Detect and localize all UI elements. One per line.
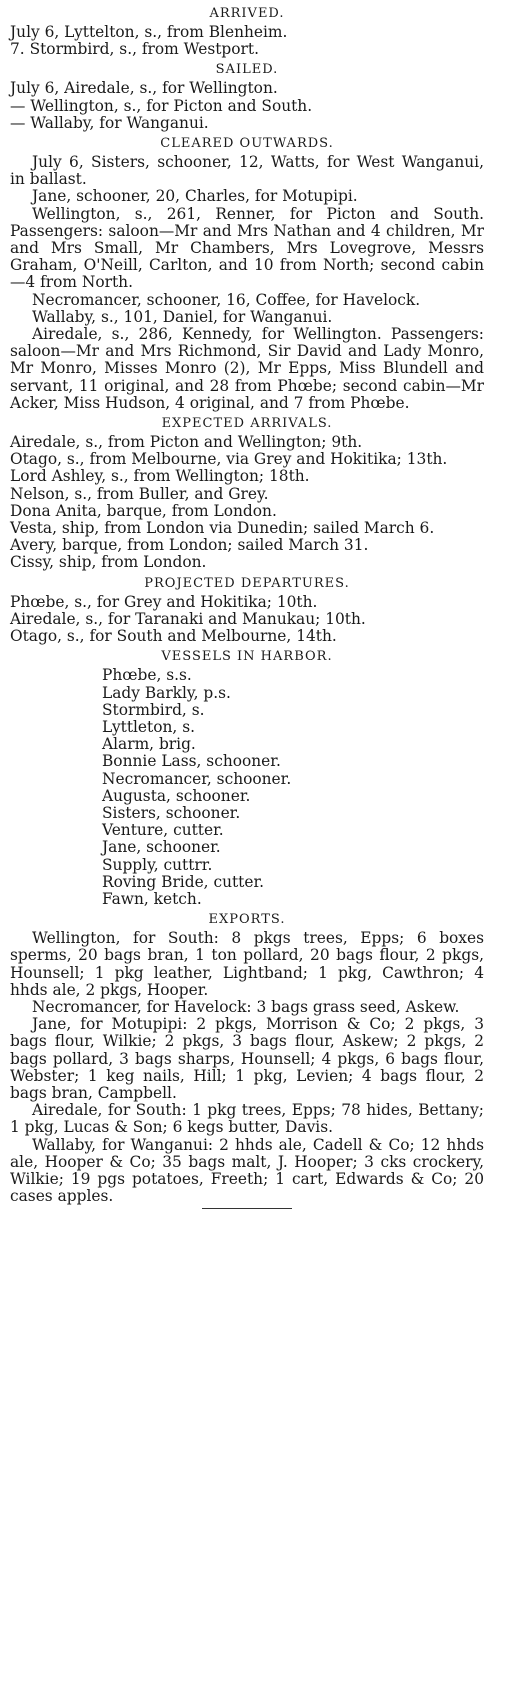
export-entry: Jane, for Motupipi: 2 pkgs, Morrison & Co; 2 pkgs, 3 bags flour, Wilkie; 2 pkgs, 3 bags flour, Askew; 2 pkgs, 2 bags pollard, 3 bags sharps, Hounsell; 4 pkgs, 6 bags flour, Webster; 1 keg nails, Hill; 1 pkg, Levien; 4 bags flour, 2 bags bran, Campbell. xyxy=(10,1015,484,1102)
export-entry: Wallaby, for Wanganui: 2 hhds ale, Cadell & Co; 12 hhds ale, Hooper & Co; 35 bags malt, J. Hooper; 3 cks crockery, Wilkie; 19 pgs potatoes, Freeth; 1 cart, Edwards & Co; 20 cases apples. xyxy=(10,1135,484,1206)
vessel-item: Lyttleton, s. xyxy=(102,717,195,736)
expected-arrival-item: Airedale, s., from Picton and Wellington; 9th. xyxy=(10,433,363,452)
vessel-item: Alarm, brig. xyxy=(102,735,196,754)
vessel-item: Sisters, schooner. xyxy=(102,803,241,822)
projected-departure-item: Phœbe, s., for Grey and Hokitika; 10th. xyxy=(10,592,318,611)
projected-departure-item: Otago, s., for South and Melbourne, 14th. xyxy=(10,627,337,646)
vessel-item: Fawn, ketch. xyxy=(102,889,202,908)
export-entry: Wellington, for South: 8 pkgs trees, Epps; 6 boxes sperms, 20 bags bran, 1 ton pollard, 20 bags flour, 2 pkgs, Hounsell; 1 pkg leather, Lightband; 1 pkg, Cawthron; 4 hhds ale, 2 pkgs, Hooper. xyxy=(10,929,484,999)
vessel-item: Venture, cutter. xyxy=(102,821,224,840)
projected-departure-item: Airedale, s., for Taranaki and Manukau; 10th. xyxy=(10,609,366,628)
vessel-item: Lady Barkly, p.s. xyxy=(102,683,231,702)
cleared-entry: Wallaby, s., 101, Daniel, for Wanganui. xyxy=(32,307,333,326)
vessel-item: Supply, cuttrr. xyxy=(102,855,213,874)
vessel-item: Roving Bride, cutter. xyxy=(102,872,265,891)
expected-arrival-item: Dona Anita, barque, from London. xyxy=(10,501,277,520)
vessels-in-harbor-heading: VESSELS IN HARBOR. xyxy=(161,649,333,665)
cleared-entry: Wellington, s., 261, Renner, for Picton and South. Passengers: saloon—Mr and Mrs Nathan and 4 children, Mr and Mrs Small, Mr Chambers, Mrs Lovegrove, Messrs Graham, O'Neill, Carlton, and 10 from North; second cabin—4 from North. xyxy=(10,204,484,292)
sailed-heading: SAILED. xyxy=(215,62,279,78)
cleared-entry: Jane, schooner, 20, Charles, for Motupipi. xyxy=(32,187,358,206)
expected-arrival-item: Nelson, s., from Buller, and Grey. xyxy=(10,484,269,503)
vessels-in-harbor-section xyxy=(10,648,484,908)
sailed-item: — Wellington, s., for Picton and South. xyxy=(10,96,313,115)
cleared-outwards-section xyxy=(10,135,484,412)
vessel-item: Stormbird, s. xyxy=(102,700,205,719)
cleared-entry: July 6, Sisters, schooner, 12, Watts, for West Wanganui, in ballast. xyxy=(10,153,484,189)
arrived-heading: ARRIVED. xyxy=(209,6,285,21)
exports-section xyxy=(10,911,484,1205)
export-entry: Necromancer, for Havelock: 3 bags grass seed, Askew. xyxy=(32,997,460,1016)
expected-arrivals-section xyxy=(10,415,484,572)
projected-departures-section xyxy=(10,575,484,646)
arrived-item: July 6, Lyttelton, s., from Blenheim. xyxy=(10,23,288,41)
export-entry: Airedale, for South: 1 pkg trees, Epps; 78 hides, Bettany; 1 pkg, Lucas & Son; 6 kegs butter, Davis. xyxy=(10,1101,484,1137)
closing-rule xyxy=(202,1208,292,1209)
exports-heading: EXPORTS. xyxy=(208,912,286,928)
sailed-section xyxy=(10,61,484,132)
expected-arrival-item: Vesta, ship, from London via Dunedin; sailed March 6. xyxy=(10,519,435,538)
expected-arrival-item: Avery, barque, from London; sailed March 31. xyxy=(10,536,369,555)
vessel-list xyxy=(10,667,484,908)
projected-departures-heading: PROJECTED DEPARTURES. xyxy=(144,575,350,591)
vessel-item: Jane, schooner. xyxy=(102,838,221,857)
expected-arrival-item: Otago, s., from Melbourne, via Grey and Hokitika; 13th. xyxy=(10,450,448,469)
arrived-item: 7. Stormbird, s., from Westport. xyxy=(10,40,259,59)
vessel-item: Phœbe, s.s. xyxy=(102,666,192,685)
cleared-outwards-heading: CLEARED OUTWARDS. xyxy=(160,136,334,152)
cleared-entry: Airedale, s., 286, Kennedy, for Wellington. Passengers: saloon—Mr and Mrs Richmond, Sir David and Lady Monro, Mr Monro, Misses Monro (2), Mr Epps, Miss Blundell and servant, 11 original, and 28 from Phœbe; second cabin—Mr Acker, Miss Hudson, 4 original, and 7 from Phœbe. xyxy=(10,325,484,412)
sailed-item: July 6, Airedale, s., for Wellington. xyxy=(10,79,278,98)
vessel-item: Necromancer, schooner. xyxy=(102,769,292,788)
arrived-section xyxy=(10,5,484,58)
sailed-item: — Wallaby, for Wanganui. xyxy=(10,113,209,132)
vessel-item: Augusta, schooner. xyxy=(102,786,251,805)
expected-arrival-item: Lord Ashley, s., from Wellington; 18th. xyxy=(10,467,310,486)
cleared-entry: Necromancer, schooner, 16, Coffee, for Havelock. xyxy=(32,290,421,309)
expected-arrivals-heading: EXPECTED ARRIVALS. xyxy=(161,416,333,432)
expected-arrival-item: Cissy, ship, from London. xyxy=(10,553,207,572)
vessel-item: Bonnie Lass, schooner. xyxy=(102,752,281,771)
